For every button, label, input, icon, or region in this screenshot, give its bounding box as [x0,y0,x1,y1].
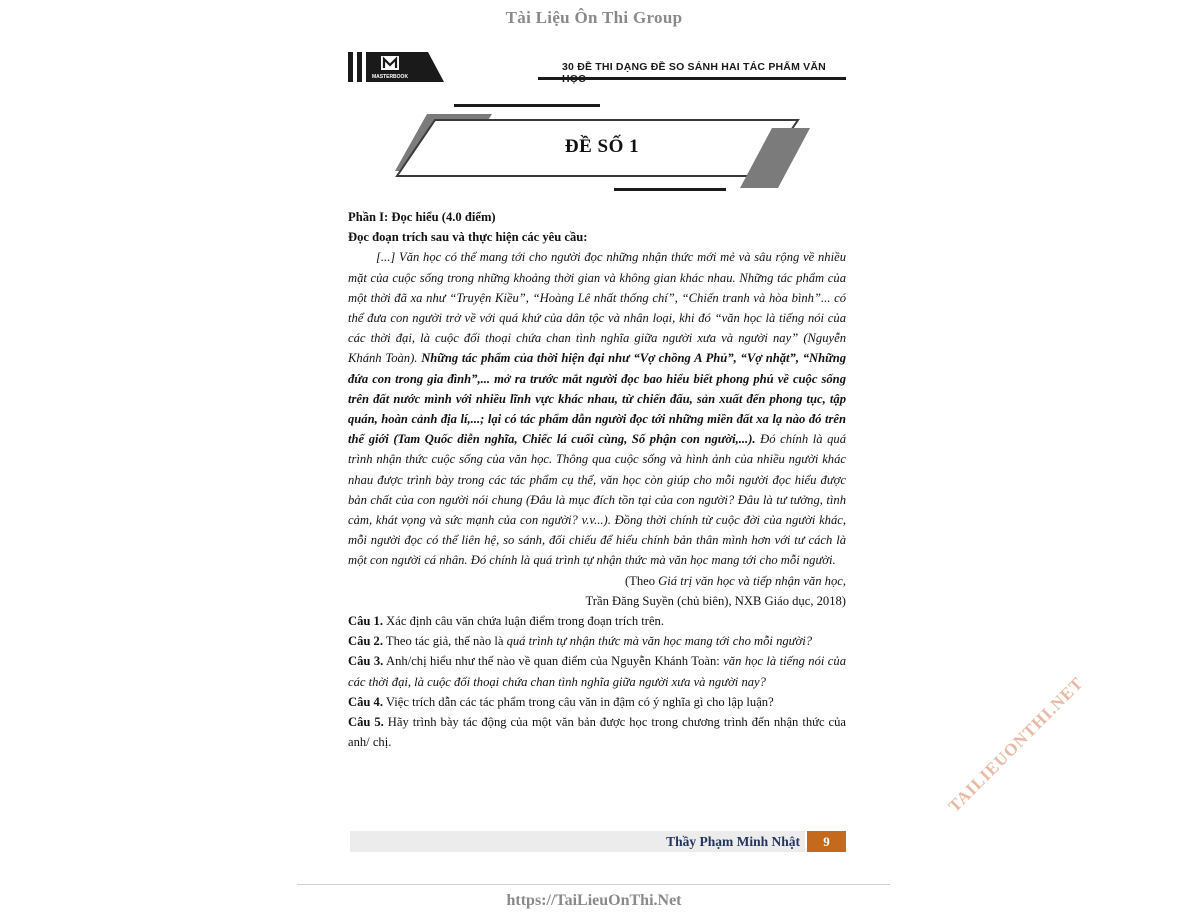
question-text: Xác định câu văn chứa luận điểm trong đoạn trích trên. [383,614,664,629]
document-body [348,207,846,752]
bottom-divider [297,884,890,885]
question-1 [348,611,846,631]
question-italic: văn học là tiếng nói của các thời đại, là cuộc đối thoại chứa chan tình nghĩa giữa người xưa và người nay? [348,654,846,689]
question-text: Hãy trình bày tác động của một văn bản được học trong chương trình đến nhận thức của anh/ chị. [348,715,846,750]
source-suffix: , [842,573,846,588]
passage-rest: Đó chính là quá trình nhận thức cuộc sống của văn học. Thông qua cuộc sống và hình ảnh của nhiều người khác nhau được trình bày trong các tác phẩm cụ thể, văn học còn giúp cho mỗi người đọc hiểu được bản chất của con người nói chung (Đâu là mục đích tồn tại của con người? Đâu là tư tưởng, tình cảm, khát vọng và sức mạnh của con người? v.v...). Đồng thời chính từ cuộc đời của người khác, mỗi người đọc có thể liên hệ, so sánh, đối chiếu để hiểu chính bản thân mình hơn với tư cách là một con người cá nhân. Đó chính là quá trình tự nhận thức mà văn học mang tới cho mỗi người. [348,432,847,568]
question-4 [348,692,846,712]
site-url[interactable]: https://TaiLieuOnThi.Net [506,892,682,909]
series-title: 30 ĐỀ THI DẠNG ĐỀ SO SÁNH HAI TÁC PHẨM VĂN [562,61,826,73]
question-italic: quá trình tự nhận thức mà văn học mang tới cho mỗi người? [506,634,813,649]
logo-text: MASTERBOOK [371,74,409,80]
source-line-1 [348,571,846,591]
group-title: Tài Liệu Ôn Thi Group [505,8,683,27]
source-line-2: Trần Đăng Suyền (chủ biên), NXB Giáo dục, 2018) [585,593,846,608]
question-5 [348,712,846,752]
question-label: Câu 3. [348,654,384,669]
question-label: Câu 5. [348,715,384,730]
exam-title: ĐỀ SỐ 1 [564,136,640,157]
source-prefix: (Theo [624,573,659,588]
masterbook-logo [348,52,444,82]
header-rule [538,77,846,80]
section-heading: Phần I: Đọc hiểu (4.0 điểm) [348,210,496,224]
question-label: Câu 4. [348,694,383,709]
question-label: Câu 1. [348,614,383,629]
passage-intro: [...] Văn học có thể mang tới cho người đọc những nhận thức mới mẻ và sâu rộng về nhiều mặt của cuộc sống trong những khoảng thời gian và không gian khác nhau. Những tác phẩm của một thời đã xa như “Truyện Kiều”, “Hoàng Lê nhất thống chí”, “Chiến tranh và hòa bình”... có thể đưa con người trở về với quá khứ của dân tộc và nhân loại, khi đó “văn học là tiếng nói của các thời đại, là cuộc đối thoại chứa chan tình nghĩa giữa người xưa và người nay” (Nguyễn Khánh Toàn). [348,250,846,366]
reading-passage [348,247,846,570]
question-text: Theo tác giả, thế nào là [383,634,507,649]
question-label: Câu 2. [348,634,383,649]
page-number: 9 [807,831,846,852]
source-book: Giá trị văn học và tiếp nhận văn học [658,573,843,588]
teacher-name: Thầy Phạm Minh Nhật [666,834,800,849]
watermark: TAILIEUONTHI.NET [944,673,1088,816]
question-2 [348,631,846,651]
question-3 [348,651,846,691]
question-text: Việc trích dẫn các tác phẩm trong câu văn in đậm có ý nghĩa gì cho lập luận? [383,694,774,709]
question-text: Anh/chị hiểu như thế nào về quan điểm của Nguyễn Khánh Toàn: [383,654,724,669]
passage-bold: Những tác phẩm của thời hiện đại như “Vợ chồng A Phủ”, “Vợ nhặt”, “Những đứa con trong gia đình”,... mở ra trước mắt người đọc bao hiểu biết phong phú về cuộc sống trên đất nước mình với nhiều lĩnh vực khác nhau, từ chiến đấu, sản xuất đến phong tục, tập quán, hoàn cảnh địa lí,...; lại có tác phẩm dẫn người đọc tới những miền đất xa lạ nào đó trên thế giới (Tam Quốc diễn nghĩa, Chiếc lá cuối cùng, Số phận con người,...). [348,351,847,447]
page-header [348,50,846,84]
instruction: Đọc đoạn trích sau và thực hiện các yêu cầu: [348,230,588,245]
